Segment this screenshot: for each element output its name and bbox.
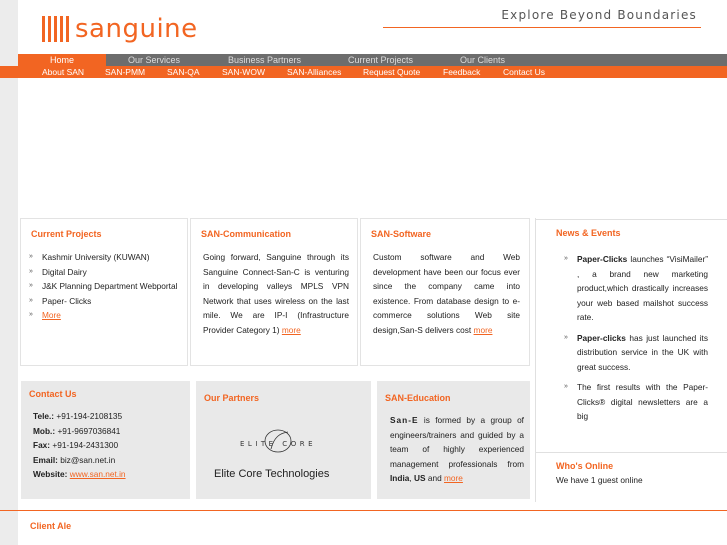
subnav-san-alliances[interactable]: SAN-Alliances — [287, 67, 342, 77]
san-education-panel — [377, 381, 530, 499]
nav-our-clients[interactable]: Our Clients — [460, 55, 506, 65]
contact-fax: Fax: +91-194-2431300 — [33, 440, 119, 451]
whos-online-text: We have 1 guest online — [556, 475, 643, 485]
elite-core-logo-text: ELITE CORE — [240, 440, 316, 448]
subnav-san-pmm[interactable]: SAN-PMM — [105, 67, 146, 77]
news-events-title: News & Events — [556, 228, 621, 238]
current-projects-title: Current Projects — [31, 229, 102, 239]
tagline-area — [383, 8, 701, 28]
contact-website: Website: www.san.net.in — [33, 469, 126, 480]
subnav-san-wow[interactable]: SAN-WOW — [222, 67, 265, 77]
tagline-underline — [383, 27, 701, 28]
tagline: Explore Beyond Boundaries — [501, 8, 697, 22]
double-chevron-icon: » — [29, 253, 33, 260]
list-item[interactable]: » J&K Planning Department Webportal — [29, 279, 187, 294]
contact-mobile: Mob.: +91-9697036841 — [33, 425, 121, 436]
nav-our-services[interactable]: Our Services — [128, 55, 181, 65]
double-chevron-icon: » — [29, 267, 33, 275]
double-chevron-icon: » — [564, 255, 568, 262]
san-communication-text: Going forward, Sanguine through its Sanguine Connect-San-C is venturing in developing valleys MPLS VPN Network that uses wireless on the last mile. We are IP-I (Infrastructure Provider Category 1) more — [203, 252, 349, 335]
whos-online-top-line — [536, 452, 727, 453]
page — [18, 0, 727, 545]
list-item[interactable]: » Kashmir University (KUWAN) — [29, 250, 187, 265]
current-projects-panel — [20, 218, 188, 366]
partners-title: Our Partners — [204, 393, 260, 403]
san-software-text: Custom software and Web development have been our focus ever since the company came into existence. From database design to e-commerce solutions Web site design,San-S delivers cost more — [373, 252, 520, 335]
partners-panel — [196, 381, 371, 499]
subnav-request-quote[interactable]: Request Quote — [363, 67, 421, 77]
news-item[interactable]: » Paper-clicks has just launched its distribution service in the UK with great success. — [564, 332, 708, 372]
logo-bars-icon — [42, 16, 69, 42]
double-chevron-icon: » — [29, 296, 33, 304]
list-item[interactable]: » Digital Dairy — [29, 265, 187, 280]
partner-caption: Elite Core Technologies — [214, 468, 330, 480]
logo-text: sanguine — [75, 14, 198, 44]
sub-nav — [0, 66, 727, 78]
nav-home[interactable]: Home — [18, 54, 106, 66]
contact-panel — [21, 381, 190, 499]
main-nav — [18, 54, 727, 66]
news-events-underline — [536, 219, 727, 220]
double-chevron-icon: » — [29, 311, 33, 318]
double-chevron-icon: » — [564, 333, 568, 341]
news-item[interactable]: » The first results with the Paper-Clicks® digital newsletters are a big — [564, 382, 708, 421]
elite-core-logo[interactable] — [218, 427, 338, 457]
client-section-title: Client Ale — [30, 521, 72, 531]
nav-business-partners[interactable]: Business Partners — [228, 55, 302, 65]
subnav-feedback[interactable]: Feedback — [443, 67, 481, 77]
contact-title: Contact Us — [29, 389, 77, 399]
right-column-divider — [535, 218, 536, 502]
news-events-panel — [536, 218, 727, 450]
subnav-san-qa[interactable]: SAN-QA — [167, 67, 200, 77]
contact-email: Email: biz@san.net.in — [33, 454, 116, 465]
double-chevron-icon: » — [29, 282, 33, 289]
whos-online-panel — [536, 452, 727, 502]
contact-tele: Tele.: +91-194-2108135 — [33, 411, 123, 421]
san-software-title: SAN-Software — [371, 229, 432, 239]
news-item[interactable]: » Paper-Clicks launches “VisiMailer” , a brand new marketing product,which drastically increases your web based mailshot success rate. — [564, 254, 708, 322]
current-projects-list — [29, 250, 187, 323]
list-item[interactable] — [29, 308, 187, 323]
san-education-title: SAN-Education — [385, 393, 451, 403]
footer-rule — [0, 510, 727, 511]
logo[interactable] — [42, 14, 198, 44]
contact-details — [33, 409, 183, 482]
san-software-panel — [360, 218, 530, 366]
more-link[interactable]: More — [42, 310, 61, 320]
nav-current-projects[interactable]: Current Projects — [348, 55, 414, 65]
subnav-about-san[interactable]: About SAN — [42, 67, 85, 77]
more-link[interactable]: more — [281, 324, 301, 335]
news-list — [564, 252, 708, 424]
more-link[interactable]: more — [444, 473, 463, 484]
more-link[interactable]: more — [473, 324, 493, 335]
san-communication-title: SAN-Communication — [201, 229, 291, 239]
subnav-contact-us[interactable]: Contact Us — [503, 67, 546, 77]
list-item[interactable]: » Paper- Clicks — [29, 294, 187, 309]
website-link[interactable]: www.san.net.in — [69, 469, 126, 480]
san-communication-panel — [190, 218, 358, 366]
whos-online-title: Who's Online — [556, 461, 614, 471]
double-chevron-icon: » — [564, 383, 568, 390]
san-education-text: San-E is formed by a group of engineers/trainers and guided by a team of highly experienced management professionals from India, US and more — [390, 415, 524, 484]
